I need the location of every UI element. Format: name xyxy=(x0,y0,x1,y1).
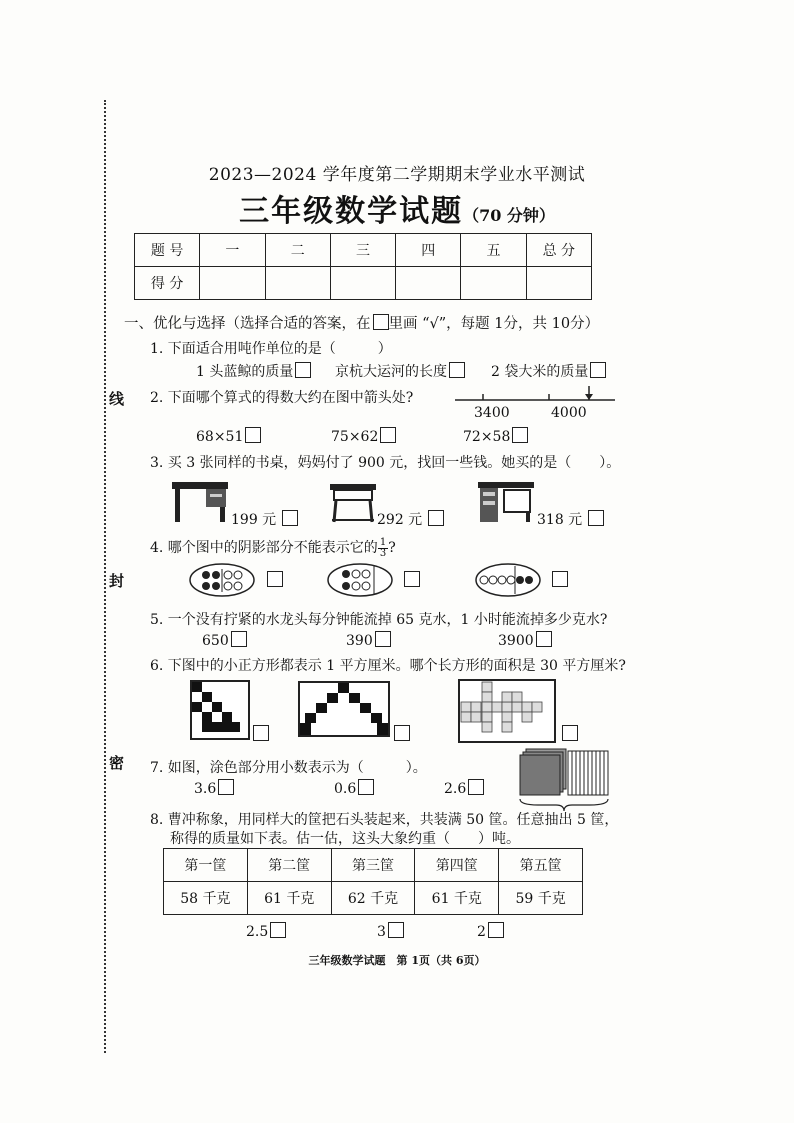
q4-stem-post: ? xyxy=(388,540,396,556)
q8-option-b xyxy=(377,922,404,940)
q4-frac-num: 1 xyxy=(379,536,387,548)
q1-answer-box-a[interactable] xyxy=(295,362,311,378)
q1-answer-box-b[interactable] xyxy=(449,362,465,378)
q6-answer-box-a[interactable] xyxy=(253,725,269,741)
q2-option-b-label: 75×62 xyxy=(331,429,379,445)
q3-option-c xyxy=(537,509,604,529)
sample-checkbox xyxy=(373,314,389,330)
q8-table-value: 62 千克 xyxy=(331,882,415,915)
q7-answer-box-a[interactable] xyxy=(218,779,234,795)
q2-option-c xyxy=(463,427,528,445)
q3-answer-box-b[interactable] xyxy=(428,510,444,526)
q4-answer-box-c[interactable] xyxy=(552,571,568,587)
score-input-cell[interactable] xyxy=(330,267,395,300)
q3-stem: 3. 买 3 张同样的书桌，妈妈付了 900 元，找回一些钱。她买的是（ ）。 xyxy=(150,455,621,471)
q5-stem: 5. 一个没有拧紧的水龙头每分钟能流掉 65 克水，1 小时能流掉多少克水? xyxy=(150,612,608,628)
q5-answer-box-a[interactable] xyxy=(231,631,247,647)
q1-option-b-label: 京杭大运河的长度 xyxy=(335,364,447,380)
q4-figure-c xyxy=(474,562,542,598)
score-header-cell: 四 xyxy=(396,234,461,267)
q1-option-c-label: 2 袋大米的质量 xyxy=(491,364,589,380)
q8-weight-table xyxy=(163,848,583,915)
q5-option-b xyxy=(346,631,391,649)
q2-axis-label-4000: 4000 xyxy=(551,405,587,421)
q8-table-header: 第一筐 xyxy=(164,849,248,882)
q8-answer-box-b[interactable] xyxy=(388,922,404,938)
q7-answer-box-b[interactable] xyxy=(358,779,374,795)
score-table-score-row xyxy=(135,267,592,300)
binding-margin-line xyxy=(104,100,106,1053)
q8-table-header: 第二筐 xyxy=(247,849,331,882)
q8-table-header: 第四筐 xyxy=(415,849,499,882)
q4-frac-den: 3 xyxy=(379,547,387,559)
section-1-prefix: 一、优化与选择（选择合适的答案，在 xyxy=(124,316,371,332)
score-input-cell[interactable] xyxy=(396,267,461,300)
q7-option-a-label: 3.6 xyxy=(194,781,217,797)
q8-table-header: 第三筐 xyxy=(331,849,415,882)
q2-option-a xyxy=(196,427,261,445)
score-header-cell: 题 号 xyxy=(135,234,200,267)
q5-option-b-label: 390 xyxy=(346,633,373,649)
desk-c-icon xyxy=(476,480,536,524)
score-input-cell[interactable] xyxy=(526,267,591,300)
q4-figure-b xyxy=(326,562,394,598)
q8-stem-line1: 8. 曹冲称象，用同样大的筐把石头装起来，共装满 50 筐。任意抽出 5 筐， xyxy=(150,812,619,828)
q1-option-a-label: 1 头蓝鲸的质量 xyxy=(196,364,294,380)
q8-stem-line2: 称得的质量如下表。估一估，这头大象约重（ ）吨。 xyxy=(170,831,520,847)
q3-answer-box-c[interactable] xyxy=(588,510,604,526)
q2-answer-box-a[interactable] xyxy=(245,427,261,443)
score-header-cell: 三 xyxy=(330,234,395,267)
q5-option-c xyxy=(498,631,552,649)
q3-price-c: 318 元 xyxy=(537,512,583,528)
q4-answer-box-a[interactable] xyxy=(267,571,283,587)
exam-title-text: 三年级数学试题 xyxy=(239,194,464,229)
q7-option-b xyxy=(334,779,374,797)
q4-answer-box-b[interactable] xyxy=(404,571,420,587)
score-input-cell[interactable] xyxy=(265,267,330,300)
q4-stem-pre: 4. 哪个图中的阴影部分不能表示它的 xyxy=(150,540,378,556)
q8-table-value: 61 千克 xyxy=(247,882,331,915)
q8-table-value: 59 千克 xyxy=(499,882,583,915)
q1-answer-box-c[interactable] xyxy=(590,362,606,378)
score-header-cell: 总 分 xyxy=(526,234,591,267)
q5-option-a xyxy=(202,631,247,649)
desk-a-icon xyxy=(170,480,232,524)
seal-char-xian: 线 xyxy=(109,390,125,408)
q4-stem xyxy=(150,537,396,559)
q7-answer-box-c[interactable] xyxy=(468,779,484,795)
q3-answer-box-a[interactable] xyxy=(282,510,298,526)
q8-table-header-row xyxy=(164,849,583,882)
q7-option-a xyxy=(194,779,234,797)
q2-answer-box-c[interactable] xyxy=(512,427,528,443)
q4-figure-a xyxy=(188,562,256,598)
q8-option-c-label: 2 xyxy=(477,924,486,940)
q7-stem: 7. 如图，涂色部分用小数表示为（ ）。 xyxy=(150,760,427,776)
q1-option-c xyxy=(491,361,606,381)
q7-option-b-label: 0.6 xyxy=(334,781,357,797)
score-row-label: 得 分 xyxy=(135,267,200,300)
q6-stem: 6. 下图中的小正方形都表示 1 平方厘米。哪个长方形的面积是 30 平方厘米? xyxy=(150,658,626,674)
q8-table-value: 58 千克 xyxy=(164,882,248,915)
desk-b-icon xyxy=(328,482,378,524)
section-1-heading xyxy=(124,312,599,333)
q6-answer-box-b[interactable] xyxy=(394,725,410,741)
q6-grid-c xyxy=(458,679,556,743)
q6-answer-box-c[interactable] xyxy=(562,725,578,741)
score-table xyxy=(134,233,592,300)
q8-option-a xyxy=(246,922,286,940)
q3-option-a xyxy=(231,509,298,529)
q8-option-b-label: 3 xyxy=(377,924,386,940)
q3-option-b xyxy=(377,509,444,529)
q5-option-a-label: 650 xyxy=(202,633,229,649)
q6-grid-a xyxy=(190,680,250,740)
q8-table-header: 第五筐 xyxy=(499,849,583,882)
q2-option-b xyxy=(331,427,396,445)
q2-stem: 2. 下面哪个算式的得数大约在图中箭头处? xyxy=(150,390,414,406)
q1-stem: 1. 下面适合用吨作单位的是（ ） xyxy=(150,341,392,357)
score-header-cell: 五 xyxy=(461,234,526,267)
score-table-header-row xyxy=(135,234,592,267)
q5-option-c-label: 3900 xyxy=(498,633,534,649)
score-input-cell[interactable] xyxy=(461,267,526,300)
q1-option-b xyxy=(335,361,465,381)
q2-axis-label-3400: 3400 xyxy=(474,405,510,421)
q5-answer-box-c[interactable] xyxy=(536,631,552,647)
seal-char-feng: 封 xyxy=(109,572,125,590)
q7-option-c xyxy=(444,779,484,797)
q8-option-a-label: 2.5 xyxy=(246,924,269,940)
score-header-cell: 一 xyxy=(200,234,265,267)
q6-grid-b xyxy=(298,681,390,737)
q8-answer-box-a[interactable] xyxy=(270,922,286,938)
q3-price-a: 199 元 xyxy=(231,512,277,528)
page-footer: 三年级数学试题 第 1页（共 6页） xyxy=(308,954,486,967)
q8-option-c xyxy=(477,922,504,940)
q5-answer-box-b[interactable] xyxy=(375,631,391,647)
q7-option-c-label: 2.6 xyxy=(444,781,467,797)
exam-subtitle: 2023—2024 学年度第二学期期末学业水平测试 xyxy=(208,165,586,185)
exam-title xyxy=(0,186,794,230)
seal-char-mi: 密 xyxy=(109,754,125,772)
q8-table-value-row xyxy=(164,882,583,915)
q7-decimal-figure xyxy=(518,745,610,813)
q4-fraction xyxy=(378,538,388,559)
q1-option-a xyxy=(196,361,311,381)
q3-price-b: 292 元 xyxy=(377,512,423,528)
section-1-suffix: 里画 “√”，每题 1分，共 10分） xyxy=(388,316,600,332)
q8-answer-box-c[interactable] xyxy=(488,922,504,938)
q2-answer-box-b[interactable] xyxy=(380,427,396,443)
score-input-cell[interactable] xyxy=(200,267,265,300)
q2-option-c-label: 72×58 xyxy=(463,429,511,445)
q8-table-value: 61 千克 xyxy=(415,882,499,915)
score-header-cell: 二 xyxy=(265,234,330,267)
q2-option-a-label: 68×51 xyxy=(196,429,244,445)
exam-duration: （70 分钟） xyxy=(463,206,555,225)
